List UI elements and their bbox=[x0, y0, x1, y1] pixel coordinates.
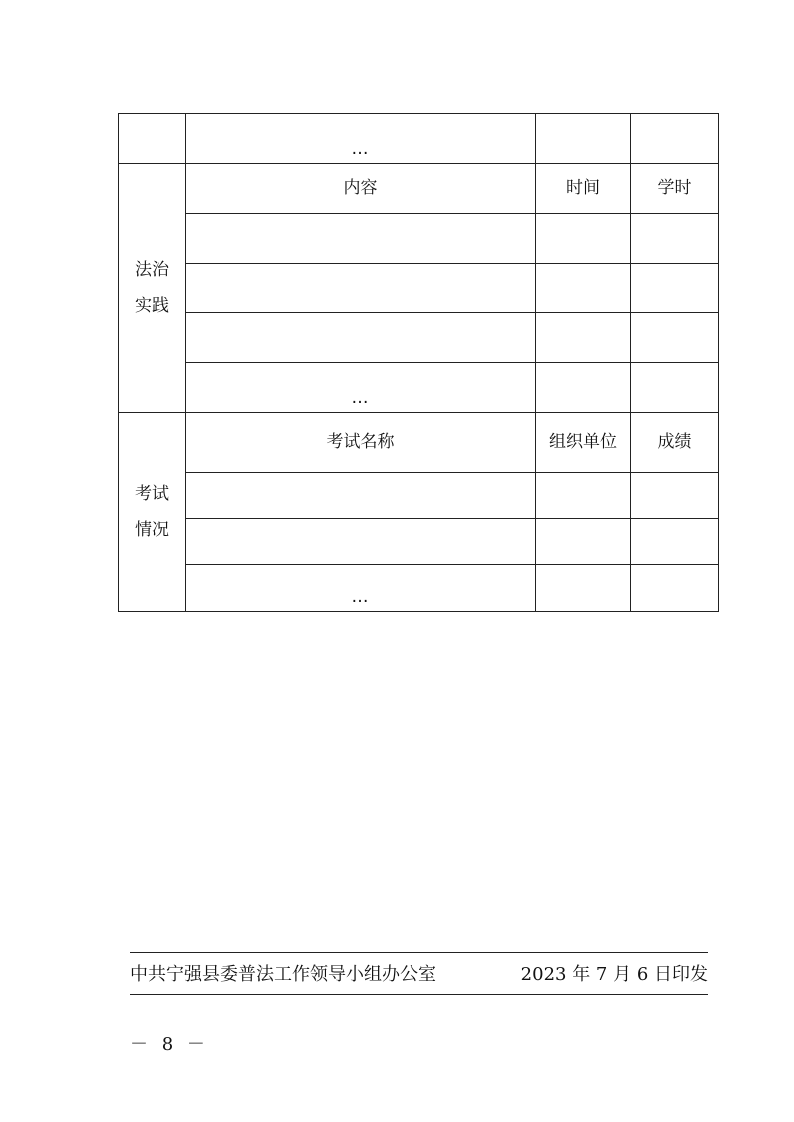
footer-bottom-rule bbox=[130, 994, 708, 995]
table-cell bbox=[631, 473, 719, 519]
header-time: 时间 bbox=[536, 164, 631, 214]
table-cell bbox=[186, 473, 536, 519]
table-cell bbox=[631, 214, 719, 264]
issue-date: 2023 年 7 月 6 日印发 bbox=[520, 964, 708, 985]
exam-section-label bbox=[119, 413, 186, 612]
table-row bbox=[119, 413, 719, 473]
ellipsis-cell: … bbox=[186, 363, 536, 413]
table-cell bbox=[631, 363, 719, 413]
table-cell bbox=[536, 114, 631, 164]
table-row bbox=[119, 473, 719, 519]
issuer-text: 中共宁强县委普法工作领导小组办公室 bbox=[130, 964, 436, 985]
table-row bbox=[119, 114, 719, 164]
practice-section-label bbox=[119, 164, 186, 413]
table-cell bbox=[631, 565, 719, 612]
header-organizer: 组织单位 bbox=[536, 413, 631, 473]
table-cell bbox=[186, 519, 536, 565]
footer-imprint bbox=[130, 960, 708, 986]
table-cell bbox=[186, 264, 536, 313]
header-hours: 学时 bbox=[631, 164, 719, 214]
page-number: － 8 － bbox=[130, 1034, 209, 1055]
table-cell bbox=[119, 114, 186, 164]
table-row bbox=[119, 565, 719, 612]
table-cell bbox=[631, 114, 719, 164]
table-cell bbox=[536, 214, 631, 264]
ellipsis-cell: … bbox=[186, 565, 536, 612]
table-row bbox=[119, 363, 719, 413]
table-cell bbox=[536, 363, 631, 413]
header-exam-name: 考试名称 bbox=[186, 413, 536, 473]
header-content: 内容 bbox=[186, 164, 536, 214]
ellipsis-cell: … bbox=[186, 114, 536, 164]
table-cell bbox=[186, 214, 536, 264]
table-cell bbox=[186, 313, 536, 363]
table-row bbox=[119, 164, 719, 214]
table-row bbox=[119, 313, 719, 363]
table-cell bbox=[631, 264, 719, 313]
practice-label-text: 法治 实践 bbox=[135, 260, 169, 316]
table-row bbox=[119, 519, 719, 565]
record-table bbox=[118, 113, 719, 612]
table-cell bbox=[536, 565, 631, 612]
footer-top-rule bbox=[130, 952, 708, 953]
table-cell bbox=[536, 313, 631, 363]
table-cell bbox=[536, 473, 631, 519]
table-cell bbox=[536, 519, 631, 565]
table-cell bbox=[631, 313, 719, 363]
table-cell bbox=[631, 519, 719, 565]
table-row bbox=[119, 214, 719, 264]
table-row bbox=[119, 264, 719, 313]
table-cell bbox=[536, 264, 631, 313]
exam-label-text: 考试 情况 bbox=[135, 484, 169, 540]
header-score: 成绩 bbox=[631, 413, 719, 473]
